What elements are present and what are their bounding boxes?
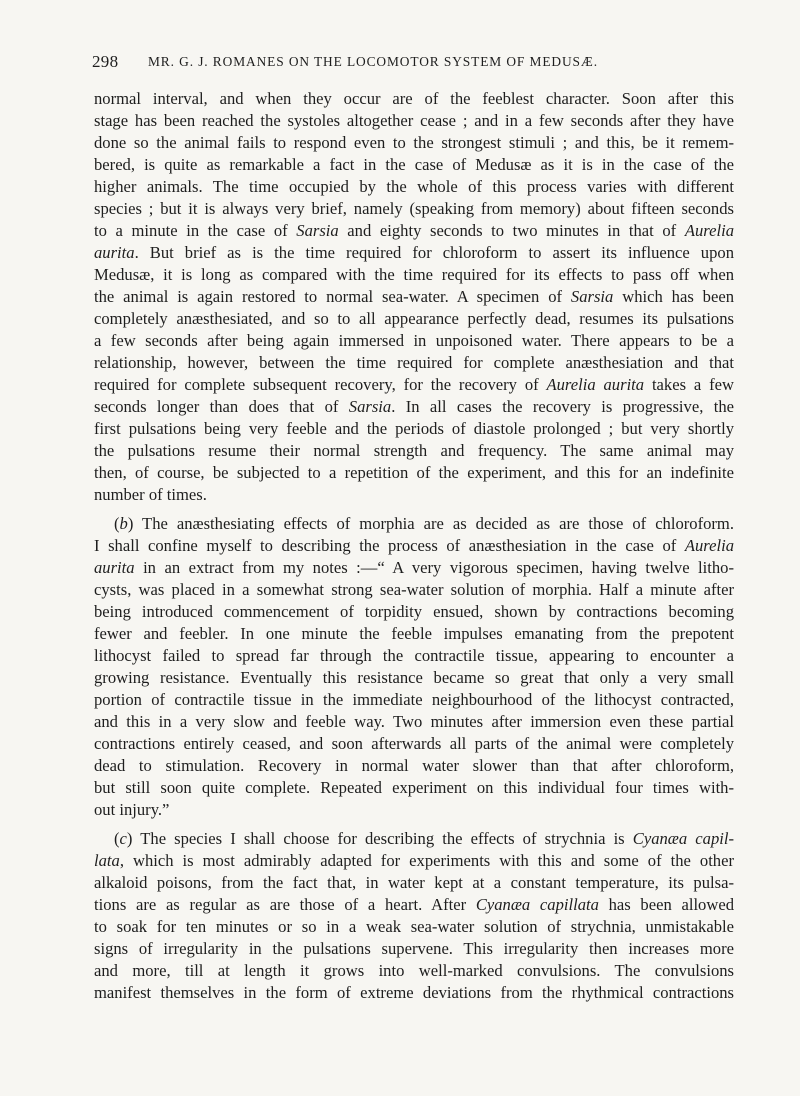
text-line: but still soon quite complete. Repeated experiment on this individual four times with- <box>94 778 734 797</box>
text-line: tions are as regular as are those of a heart. After Cyanæa capillata has been allowed <box>94 895 734 914</box>
text-line: first pulsations being very feeble and the periods of diastole prolonged ; but very shortly <box>94 419 734 438</box>
text-line: completely anæsthesiated, and so to all appearance perfectly dead, resumes its pulsations <box>94 309 734 328</box>
text-line: Medusæ, it is long as compared with the time required for its effects to pass off when <box>94 265 734 284</box>
text-line: to a minute in the case of Sarsia and eighty seconds to two minutes in that of Aurelia <box>94 221 734 240</box>
text-line: done so the animal fails to respond even to the strongest stimuli ; and this, be it remem- <box>94 133 734 152</box>
text-line: aurita in an extract from my notes :—“ A very vigorous specimen, having twelve litho- <box>94 558 734 577</box>
text-line: fewer and feebler. In one minute the feeble impulses emanating from the prepotent <box>94 624 734 643</box>
text-line: the animal is again restored to normal sea-water. A specimen of Sarsia which has been <box>94 287 734 306</box>
text-line: and more, till at length it grows into well-marked convulsions. The convulsions <box>94 961 734 980</box>
text-line: I shall confine myself to describing the process of anæsthesiation in the case of Aurelia <box>94 536 734 555</box>
text-line: aurita. But brief as is the time required for chloroform to assert its influence upon <box>94 243 734 262</box>
running-head <box>92 52 732 76</box>
text-line: out injury.” <box>94 800 170 819</box>
text-line: the pulsations resume their normal strength and frequency. The same animal may <box>94 441 734 460</box>
text-line: seconds longer than does that of Sarsia. In all cases the recovery is progressive, the <box>94 397 734 416</box>
text-line: relationship, however, between the time required for complete anæsthesiation and that <box>94 353 734 372</box>
text-line: normal interval, and when they occur are of the feeblest character. Soon after this <box>94 89 734 108</box>
text-line: (b) The anæsthesiating effects of morphia are as decided as are those of chloroform. <box>114 514 734 533</box>
text-line: a few seconds after being again immersed in unpoisoned water. There appears to be a <box>94 331 734 350</box>
text-line: and this in a very slow and feeble way. Two minutes after immersion even these partial <box>94 712 734 731</box>
text-line: required for complete subsequent recovery, for the recovery of Aurelia aurita takes a few <box>94 375 735 394</box>
text-line: lata, which is most admirably adapted for experiments with this and some of the other <box>94 851 734 870</box>
page-number: 298 <box>92 52 119 71</box>
text-line: growing resistance. Eventually this resistance became so great that only a very small <box>94 668 734 687</box>
text-line: lithocyst failed to spread far through the contractile tissue, appearing to encounter a <box>94 646 734 665</box>
text-line: then, of course, be subjected to a repetition of the experiment, and this for an indefinite <box>94 463 734 482</box>
text-line: portion of contractile tissue in the immediate neighbourhood of the lithocyst contracted, <box>94 690 734 709</box>
text-line: dead to stimulation. Recovery in normal water slower than that after chloroform, <box>94 756 734 775</box>
text-line: being introduced commencement of torpidity ensued, shown by contractions becoming <box>94 602 734 621</box>
text-line: stage has been reached the systoles altogether cease ; and in a few seconds after they have <box>94 111 734 130</box>
text-line: signs of irregularity in the pulsations supervene. This irregularity then increases more <box>94 939 734 958</box>
text-line: alkaloid poisons, from the fact that, in water kept at a constant temperature, its pulsa- <box>94 873 734 892</box>
text-line: bered, is quite as remarkable a fact in the case of Medusæ as it is in the case of the <box>94 155 734 174</box>
text-line: cysts, was placed in a somewhat strong sea-water solution of morphia. Half a minute after <box>94 580 734 599</box>
running-title: MR. G. J. ROMANES ON THE LOCOMOTOR SYSTEM OF MEDUSÆ. <box>148 54 598 69</box>
text-line: contractions entirely ceased, and soon afterwards all parts of the animal were completely <box>94 734 734 753</box>
text-line: (c) The species I shall choose for describing the effects of strychnia is Cyanæa capil- <box>114 829 735 848</box>
text-line: species ; but it is always very brief, namely (speaking from memory) about fifteen seconds <box>94 199 734 218</box>
text-line: manifest themselves in the form of extreme deviations from the rhythmical contractions <box>94 983 734 1002</box>
text-line: to soak for ten minutes or so in a weak sea-water solution of strychnia, unmistakable <box>94 917 734 936</box>
text-line: number of times. <box>94 485 207 504</box>
text-line: higher animals. The time occupied by the whole of this process varies with different <box>94 177 734 196</box>
